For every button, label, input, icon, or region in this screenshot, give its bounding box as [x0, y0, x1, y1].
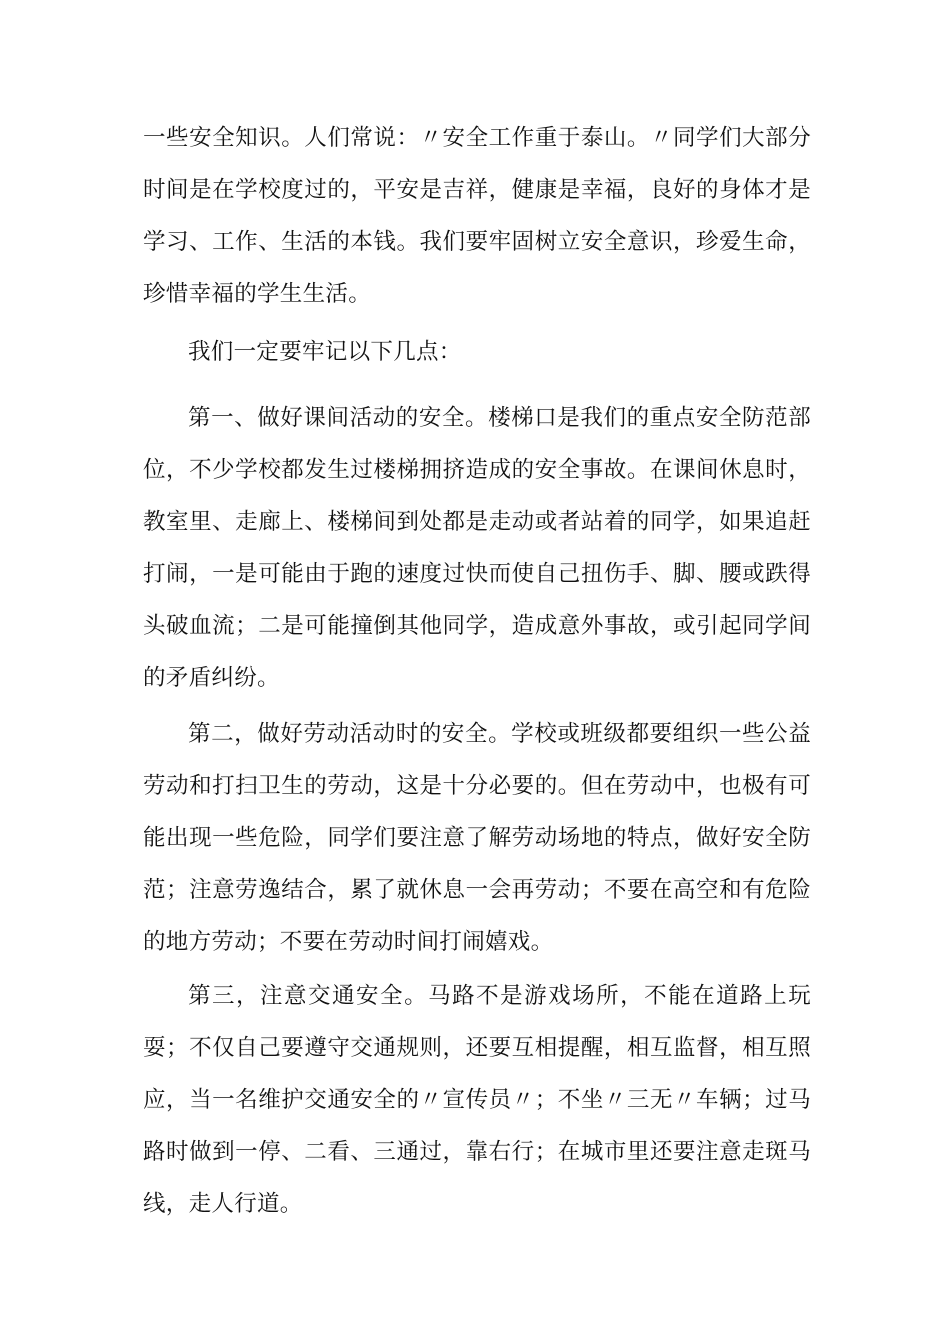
- paragraph-recess-safety: 第一、做好课间活动的安全。楼梯口是我们的重点安全防范部位，不少学校都发生过楼梯拥挤造成的安全事故。在课间休息时，教室里、走廊上、楼梯间到处都是走动或者站着的同学，如果追赶打闹，一是可能由于跑的速度过快而使自己扭伤手、脚、腰或跌得头破血流；二是可能撞倒其他同学，造成意外事故，或引起同学间的矛盾纠纷。: [143, 405, 811, 691]
- paragraph-safety-intro: 一些安全知识。人们常说：〃安全工作重于泰山。〃同学们大部分时间是在学校度过的，平安是吉祥，健康是幸福，良好的身体才是学习、工作、生活的本钱。我们要牢固树立安全意识，珍爱生命，珍惜幸福的学生生活。: [143, 125, 811, 307]
- paragraph-traffic-safety: 第三，注意交通安全。马路不是游戏场所，不能在道路上玩耍；不仅自己要遵守交通规则，还要互相提醒，相互监督，相互照应，当一名维护交通安全的〃宣传员〃；不坐〃三无〃车辆；过马路时做到一停、二看、三通过，靠右行；在城市里还要注意走斑马线，走人行道。: [143, 983, 811, 1217]
- paragraph-labor-safety: 第二，做好劳动活动时的安全。学校或班级都要组织一些公益劳动和打扫卫生的劳动，这是十分必要的。但在劳动中，也极有可能出现一些危险，同学们要注意了解劳动场地的特点，做好安全防范；注意劳逸结合，累了就休息一会再劳动；不要在高空和有危险的地方劳动；不要在劳动时间打闹嬉戏。: [143, 721, 811, 955]
- paragraph-remember-points: 我们一定要牢记以下几点：: [188, 339, 462, 365]
